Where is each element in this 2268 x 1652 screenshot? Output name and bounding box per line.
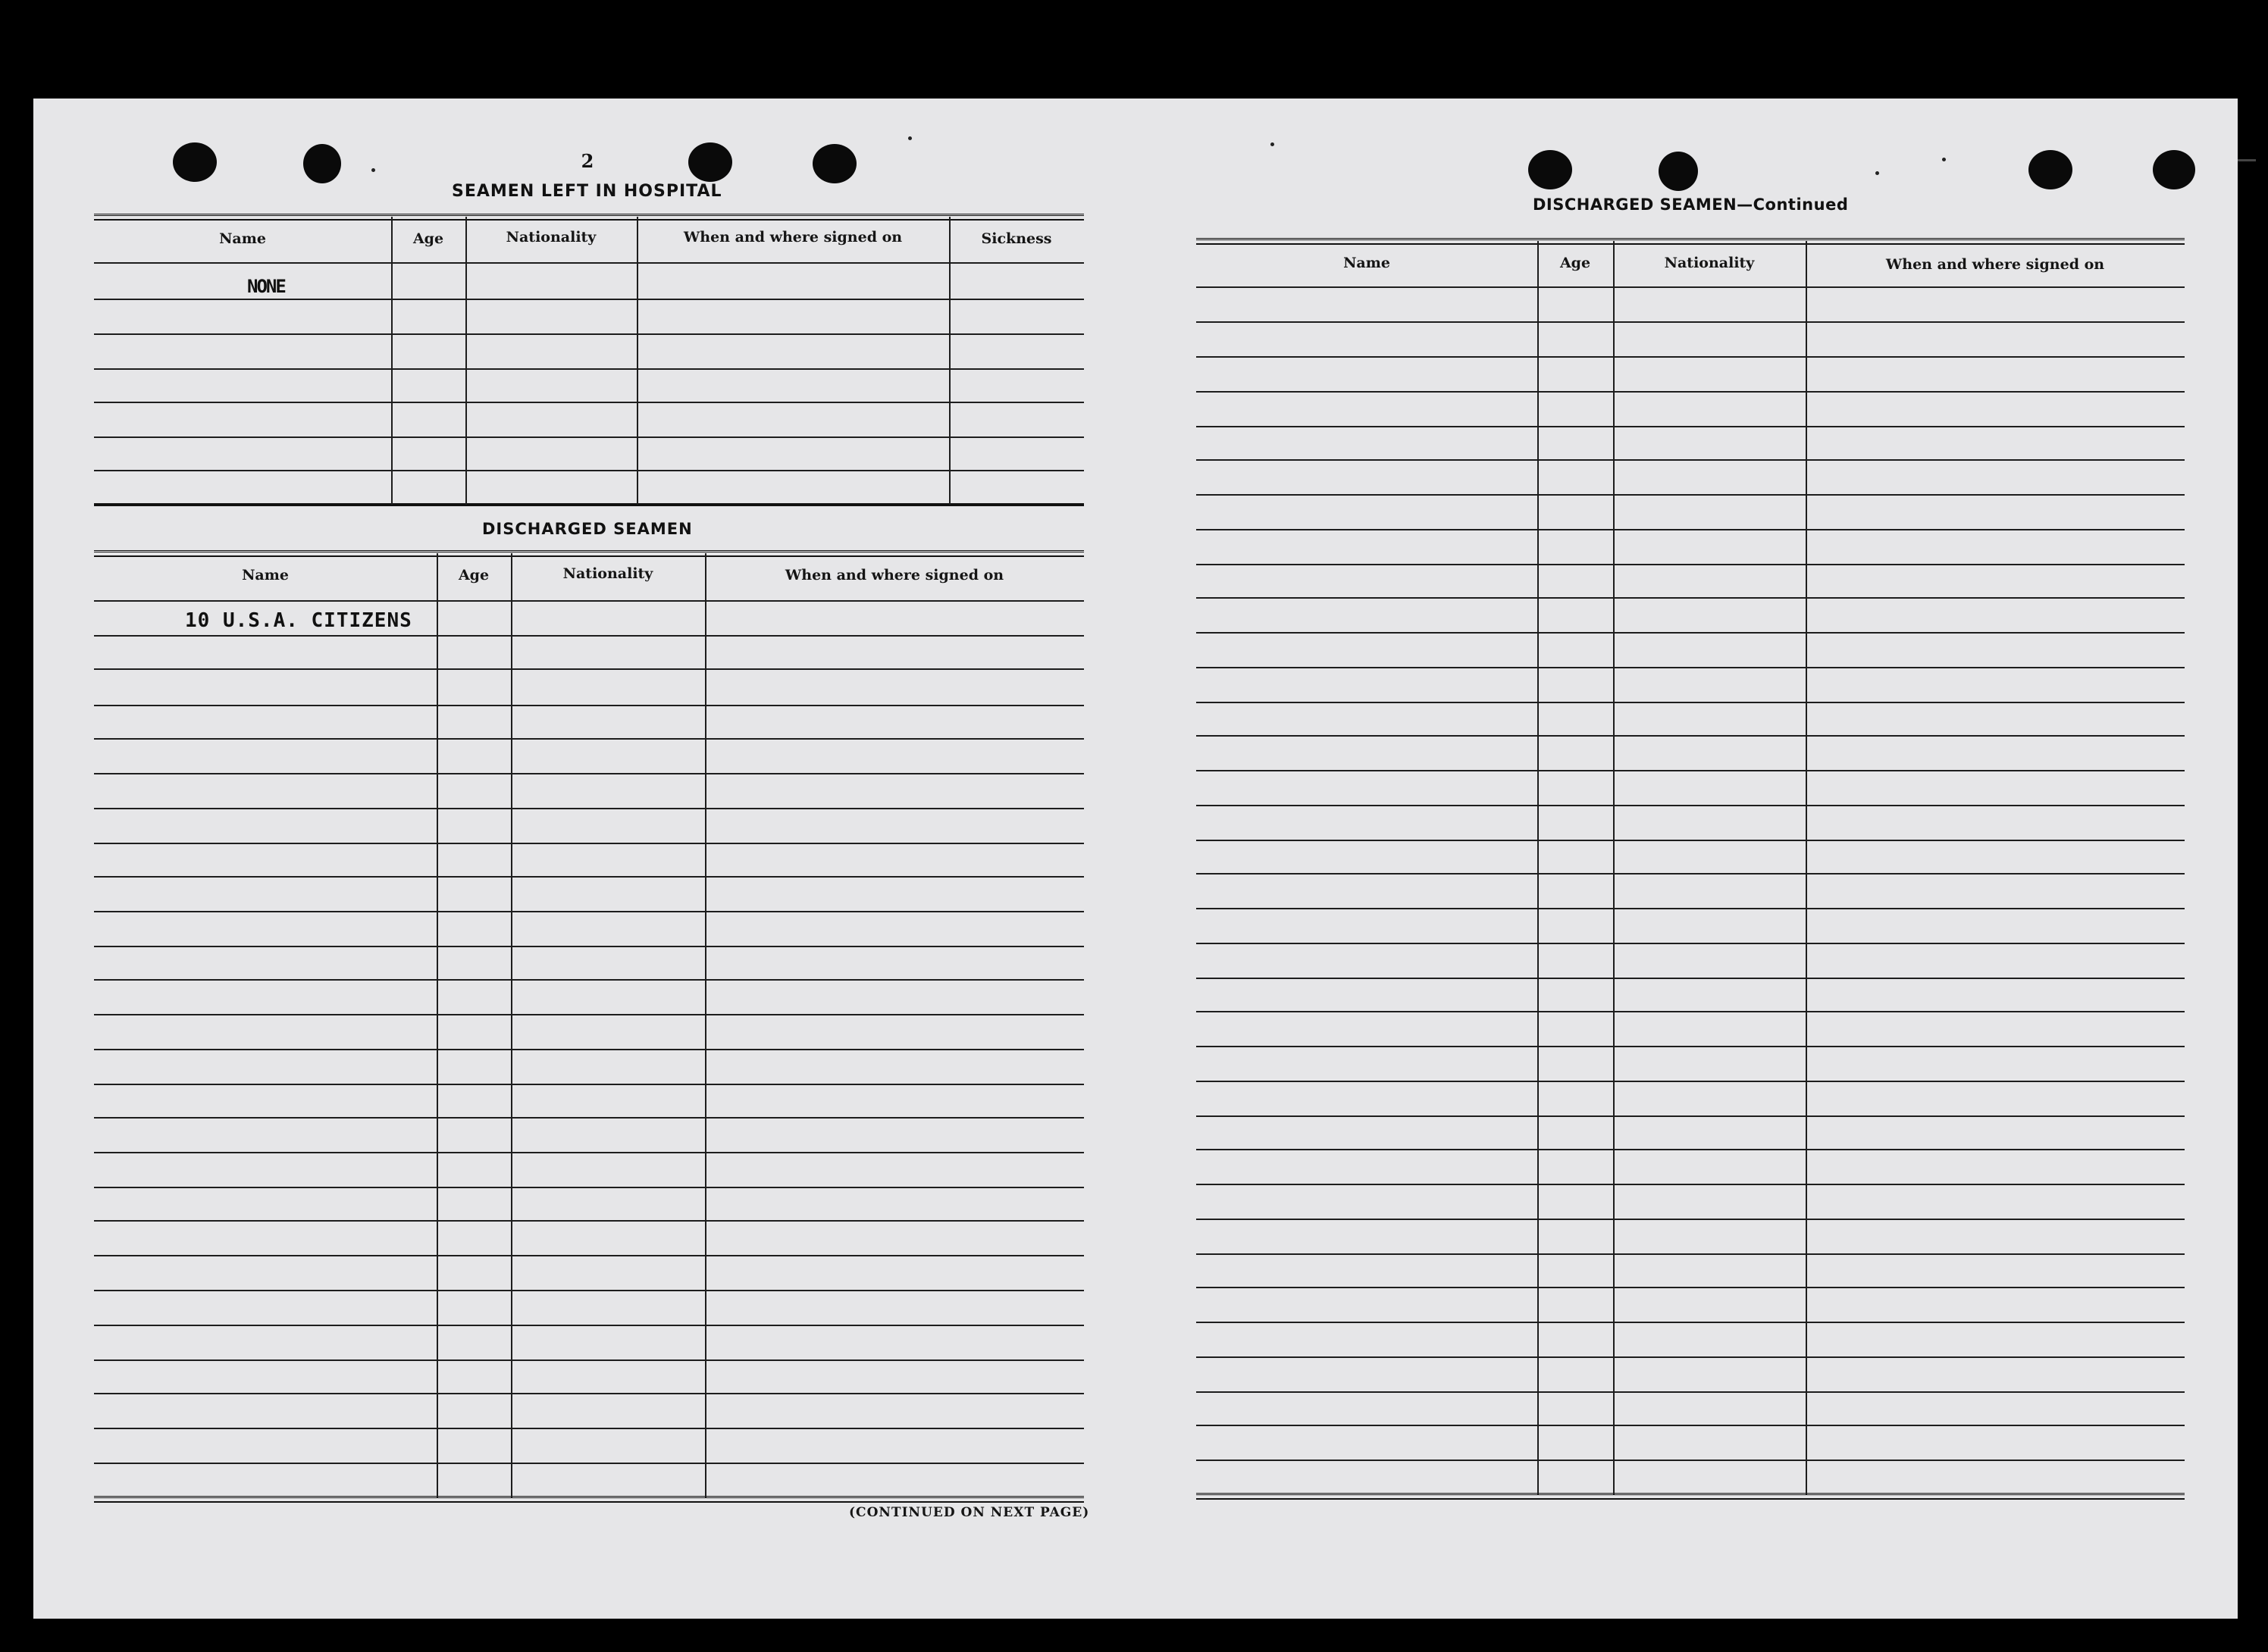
continued-col-nationality: Nationality: [1664, 255, 1755, 271]
discharged-continued-title: DISCHARGED SEAMEN—Continued: [1533, 196, 1849, 214]
punch-hole: [173, 142, 217, 182]
discharged-col-nationality: Nationality: [562, 565, 653, 582]
discharged-col-signed-on: When and where signed on: [785, 567, 1004, 584]
hospital-entry-text: NONE: [247, 276, 285, 297]
continued-col-signed-on: When and where signed on: [1885, 256, 2105, 273]
discharged-col-age: Age: [458, 567, 490, 584]
discharged-col-name: Name: [242, 567, 289, 584]
hospital-col-sickness: Sickness: [981, 230, 1052, 247]
punch-hole: [813, 144, 857, 183]
hospital-col-name: Name: [219, 230, 266, 247]
punch-hole: [303, 144, 341, 183]
paper-speck: [371, 168, 375, 172]
punch-hole: [2153, 150, 2195, 189]
punch-hole: [1528, 150, 1572, 189]
hospital-col-nationality: Nationality: [506, 229, 597, 246]
page-number: 2: [581, 150, 594, 172]
hospital-col-age: Age: [412, 230, 444, 247]
hospital-section-title: SEAMEN LEFT IN HOSPITAL: [452, 182, 722, 201]
continued-footer: (CONTINUED ON NEXT PAGE): [849, 1505, 1090, 1520]
discharged-section-title: DISCHARGED SEAMEN: [482, 520, 693, 538]
paper-speck: [1875, 171, 1879, 175]
hospital-col-signed-on: When and where signed on: [683, 229, 903, 246]
continued-col-name: Name: [1343, 255, 1390, 271]
continued-col-age: Age: [1559, 255, 1591, 271]
paper-speck: [1270, 142, 1274, 146]
punch-hole: [2028, 150, 2072, 189]
punch-hole: [1659, 152, 1698, 191]
paper-speck: [1942, 158, 1946, 161]
edge-mark: [2238, 159, 2256, 161]
paper-speck: [908, 136, 912, 140]
punch-hole: [688, 142, 732, 182]
discharged-entry-text: 10 U.S.A. CITIZENS: [185, 609, 412, 632]
